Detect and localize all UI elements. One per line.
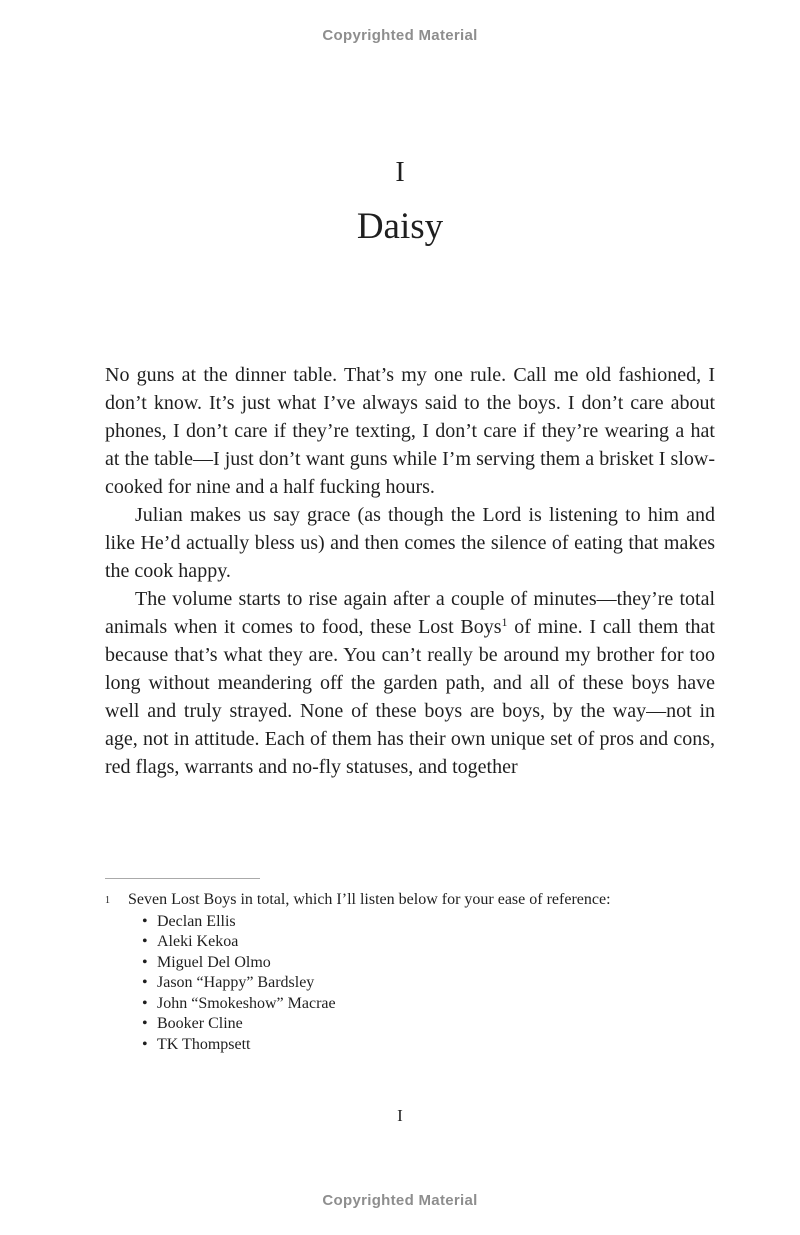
footnote-list-item: • Aleki Kekoa — [142, 932, 719, 953]
paragraph: Julian makes us say grace (as though the Lord is listening to him and like He’d actually bless us) and then comes the silence of eating that makes the cook happy. — [105, 504, 715, 582]
body-text — [105, 361, 715, 781]
footnote-list-item: • Miguel Del Olmo — [142, 953, 719, 974]
chapter-number: I — [395, 157, 405, 188]
paragraph-text: The volume starts to rise again after a couple of minutes—they’re total animals when it comes to food, these Lost Boys — [105, 588, 715, 638]
footnote-list-item: • Booker Cline — [142, 1014, 719, 1035]
page-number: I — [397, 1106, 403, 1125]
footnote-list-item: • Declan Ellis — [142, 912, 719, 933]
footnote-reference-marker: 1 — [501, 615, 508, 629]
paragraph: No guns at the dinner table. That’s my one rule. Call me old fashioned, I don’t know. It’s just what I’ve always said to the boys. I don’t care about phones, I don’t care if they’re texting, I don’t care if they’re wearing a hat at the table—I just don’t want guns while I’m serving them a brisket I slow-cooked for nine and a half fucking hours. — [105, 364, 715, 498]
paragraph — [105, 585, 715, 781]
footnote-text: Seven Lost Boys in total, which I’ll listen below for your ease of reference: — [128, 891, 611, 908]
footnote — [105, 878, 719, 1055]
footnote-list-item: • TK Thompsett — [142, 1035, 719, 1056]
copyright-notice-bottom: Copyrighted Material — [322, 1192, 478, 1209]
footnote-marker: 1 — [105, 895, 110, 906]
footnote-rule — [105, 878, 260, 879]
footnote-list — [142, 912, 719, 1056]
copyright-notice-top: Copyrighted Material — [322, 27, 478, 44]
footnote-body — [105, 890, 719, 912]
paragraph-text: of mine. I call them that because that’s what they are. You can’t really be around my brother for too long without meandering off the garden path, and all of these boys have well and truly strayed. None of these boys are boys, by the way—not in age, not in attitude. Each of them has their own unique set of pros and cons, red flags, warrants and no-fly statuses, and together — [105, 616, 715, 778]
footnote-list-item: • Jason “Happy” Bardsley — [142, 973, 719, 994]
footnote-list-item: • John “Smokeshow” Macrae — [142, 994, 719, 1015]
chapter-title: Daisy — [356, 206, 444, 247]
